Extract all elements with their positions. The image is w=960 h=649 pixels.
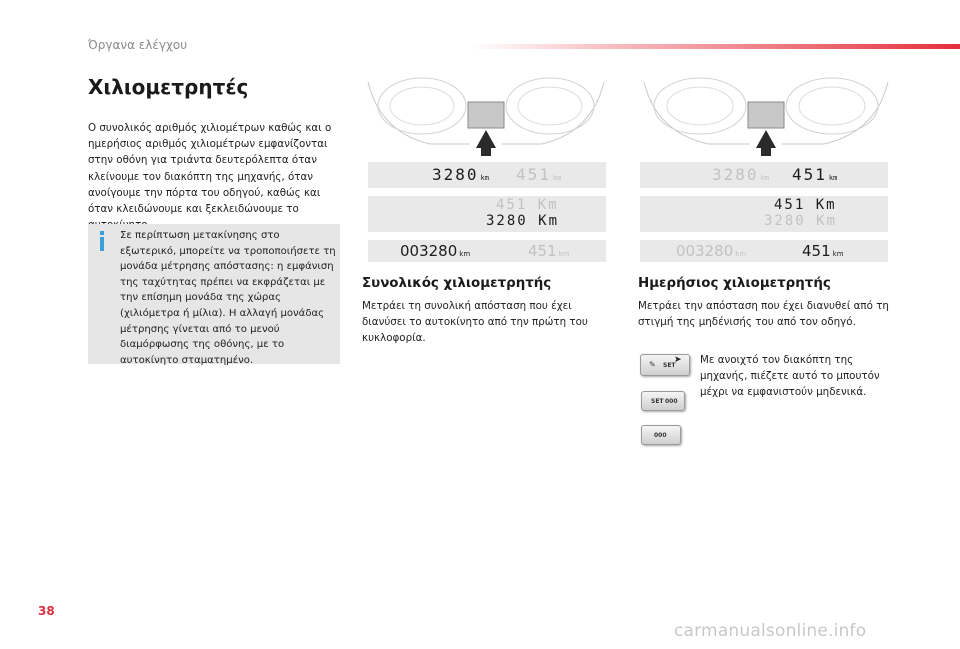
odometer-unit: km [459, 250, 471, 258]
display-total-two-line [368, 196, 606, 232]
trip-value: 451 [528, 242, 557, 260]
odometer-unit: km [480, 174, 489, 182]
odometer-value: 3280 [486, 213, 528, 229]
step-arrow-icon: ➤ [674, 354, 682, 364]
trip-unit: Km [537, 197, 559, 213]
page-title: Χιλιομετρητές [88, 75, 249, 99]
display-trip-two-line [640, 196, 888, 232]
total-odometer-title: Συνολικός χιλιομετρητής [362, 276, 552, 291]
section-header: Όργανα ελέγχου [88, 38, 188, 52]
odometer-full-value: 003280 [400, 242, 458, 260]
odometer-value: 3280 [432, 165, 479, 184]
info-box [88, 224, 340, 364]
watermark: carmanualsonline.info [674, 621, 867, 641]
trip-value: 451 [516, 165, 551, 184]
info-box-text: Σε περίπτωση μετακίνησης στο εξωτερικό, μπορείτε να τροποποιήσετε τη μονάδα μέτρησης απόστασης: η εμφάνιση της ταχύτητας πρέπει να εκφράζεται με την επίσημη μονάδα της χώρας (χιλιόμετρα ή μίλια). Η αλλαγή μονάδας μέτρησης γίνεται από το μενού διαμόρφωσης της οθόνης, με το αυτοκίνητο σταματημένο. [120, 230, 336, 366]
dashboard-illustration-total [360, 72, 612, 162]
wrench-icon: ✎ [649, 360, 656, 369]
set-button-label: SET [651, 398, 664, 405]
header-accent-bar [470, 44, 960, 49]
trip-value: 451 [496, 197, 528, 213]
trip-unit: km [828, 174, 838, 182]
trip-unit: Km [815, 197, 837, 213]
trip-value: 451 [802, 242, 831, 260]
zero-button-label: 000 [654, 432, 667, 439]
trip-unit: km [558, 250, 570, 258]
zero-button-illustration [641, 425, 681, 445]
total-odometer-body: Μετράει τη συνολική απόσταση που έχει διανύσει το αυτοκίνητο από την πρώτη του κυκλοφορία. [362, 300, 588, 345]
reset-instruction: Με ανοιχτό τον διακόπτη της μηχανής, πιέζετε αυτό το μπουτόν μέχρι να εμφανιστούν μηδενικά. [700, 354, 880, 399]
intro-paragraph: Ο συνολικός αριθμός χιλιομέτρων καθώς και ο ημερήσιος αριθμός χιλιομέτρων εμφανίζονται στην οθόνη για τριάντα δευτερόλεπτα όταν κλείνουμε τον διακόπτη της μηχανής, όταν ανοίγουμε την πόρτα του οδηγού, καθώς και όταν κλειδώνουμε και ξεκλειδώνουμε το [88, 122, 332, 216]
odometer-full-value: 003280 [676, 242, 734, 260]
display-total-segment-line [368, 162, 606, 188]
trip-unit: km [552, 174, 562, 182]
set-button-illustration [640, 354, 690, 376]
odometer-unit: km [760, 174, 769, 182]
odometer-value: 3280 [712, 165, 759, 184]
zero-button-label: 000 [665, 398, 678, 405]
display-trip-digital [640, 240, 888, 262]
dashboard-illustration-trip [636, 72, 896, 162]
odometer-unit: Km [816, 213, 838, 229]
odometer-value: 3280 [764, 213, 806, 229]
trip-odometer-title: Ημερήσιος χιλιομετρητής [638, 276, 831, 291]
set-zero-button-illustration [641, 391, 685, 411]
trip-unit: km [832, 250, 844, 258]
trip-value: 451 [774, 197, 806, 213]
odometer-unit: Km [538, 213, 560, 229]
display-trip-segment-line [640, 162, 888, 188]
display-total-digital [368, 240, 606, 262]
trip-value: 451 [792, 165, 827, 184]
set-button-label: SET [663, 362, 676, 369]
info-icon [97, 231, 107, 251]
odometer-unit: km [735, 250, 747, 258]
trip-odometer-body: Μετράει την απόσταση που έχει διανυθεί από τη στιγμή της μηδένισής του από τον οδηγό. [638, 300, 889, 329]
page-number: 38 [38, 604, 55, 618]
